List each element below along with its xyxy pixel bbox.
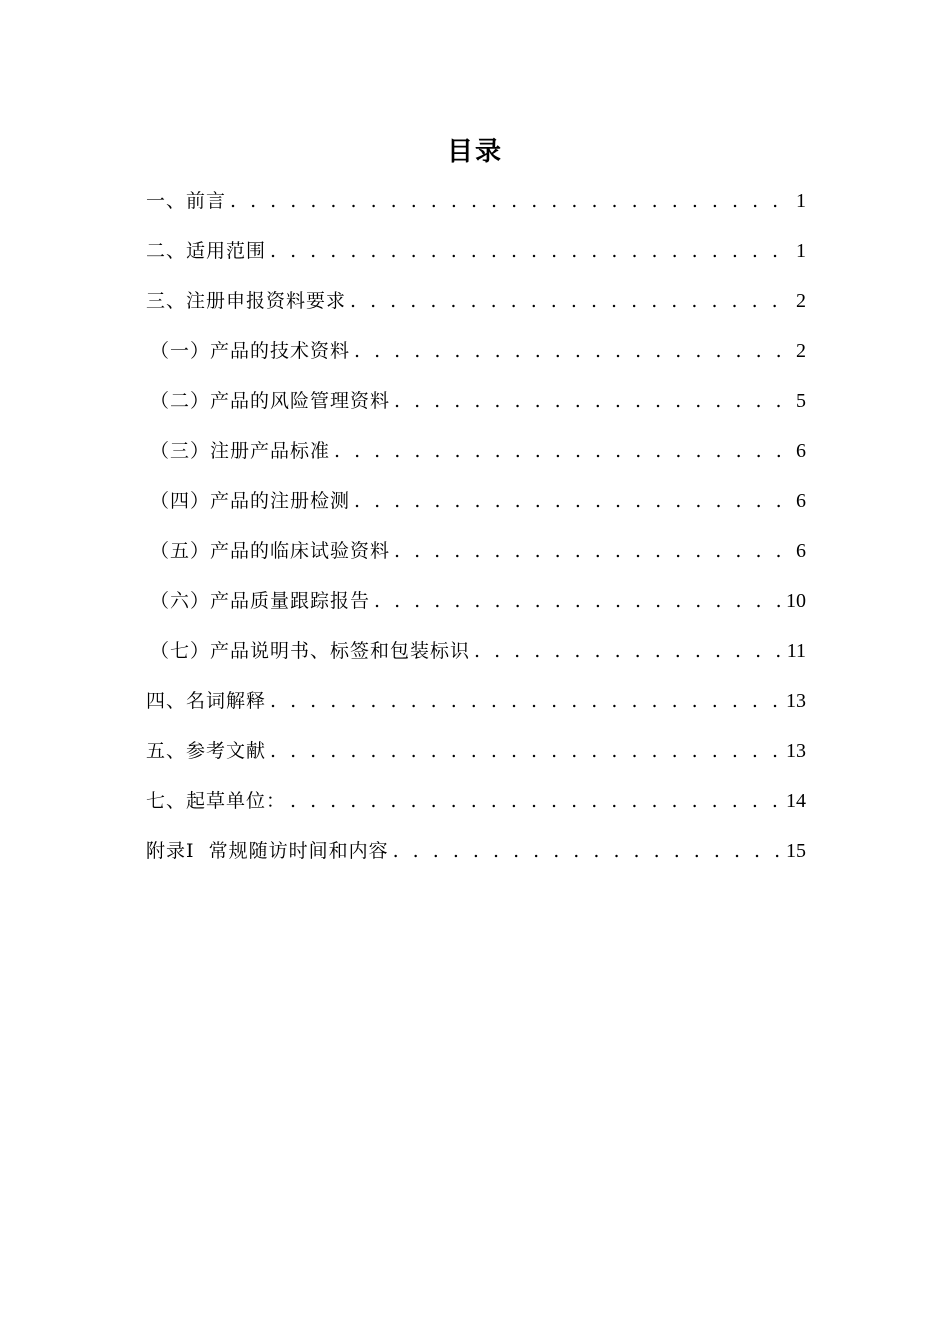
toc-page-number: 2 (796, 290, 806, 312)
toc-entry-glossary[interactable] (146, 681, 806, 731)
toc-entry-label: 二、适用范围 (146, 240, 267, 262)
toc-entry-label: （二）产品的风险管理资料 (150, 390, 391, 412)
toc-entry-appendix-1[interactable] (146, 831, 806, 881)
toc-entry-references[interactable] (146, 731, 806, 781)
page-title: 目录 (446, 137, 503, 167)
toc-dot-leader (230, 181, 792, 221)
toc-entry-label: （六）产品质量跟踪报告 (150, 590, 371, 612)
toc-page-number: 1 (796, 190, 806, 212)
toc-entry-drafting-units[interactable] (146, 781, 806, 831)
toc-entry-label: 三、注册申报资料要求 (146, 290, 347, 312)
toc-dot-leader (354, 481, 792, 521)
toc-entry-technical-data[interactable] (146, 331, 806, 381)
toc-entry-registration-testing[interactable] (146, 481, 806, 531)
toc-dot-leader (394, 531, 792, 571)
toc-page-number: 6 (796, 540, 806, 562)
toc-entry-preface[interactable] (146, 181, 806, 231)
toc-dot-leader (350, 281, 792, 321)
toc-entry-label: （一）产品的技术资料 (150, 340, 351, 362)
toc-dot-leader (334, 431, 792, 471)
toc-dot-leader (393, 831, 782, 871)
toc-dot-leader (270, 731, 782, 771)
toc-dot-leader (290, 781, 782, 821)
toc-entry-label: 附录Ⅰ 常规随访时间和内容 (146, 840, 389, 862)
toc-entry-label: 四、名词解释 (146, 690, 267, 712)
toc-page-number: 2 (796, 340, 806, 362)
table-of-contents (146, 181, 806, 881)
toc-page-number: 5 (796, 390, 806, 412)
toc-entry-label: 五、参考文献 (146, 740, 267, 762)
toc-entry-label: （七）产品说明书、标签和包装标识 (150, 640, 471, 662)
toc-entry-clinical-trial[interactable] (146, 531, 806, 581)
toc-dot-leader (270, 681, 782, 721)
toc-entry-label: （三）注册产品标准 (150, 440, 331, 462)
toc-entry-labeling[interactable] (146, 631, 806, 681)
toc-entry-label: （五）产品的临床试验资料 (150, 540, 391, 562)
toc-page-number: 6 (796, 490, 806, 512)
toc-entry-quality-tracking[interactable] (146, 581, 806, 631)
toc-dot-leader (374, 581, 782, 621)
toc-entry-label: 一、前言 (146, 190, 227, 212)
toc-entry-product-standard[interactable] (146, 431, 806, 481)
toc-dot-leader (474, 631, 783, 671)
toc-page-number: 14 (786, 790, 806, 812)
toc-dot-leader (394, 381, 792, 421)
toc-entry-label: 七、起草单位： (146, 790, 287, 812)
toc-page-number: 6 (796, 440, 806, 462)
toc-entry-risk-management[interactable] (146, 381, 806, 431)
toc-dot-leader (354, 331, 792, 371)
toc-entry-registration-requirements[interactable] (146, 281, 806, 331)
toc-dot-leader (270, 231, 792, 271)
toc-page-number: 13 (786, 690, 806, 712)
toc-entry-label: （四）产品的注册检测 (150, 490, 351, 512)
toc-entry-scope[interactable] (146, 231, 806, 281)
toc-page-number: 13 (786, 740, 806, 762)
toc-page-number: 11 (786, 640, 806, 662)
toc-page-number: 1 (796, 240, 806, 262)
toc-page-number: 10 (786, 590, 806, 612)
toc-page-number: 15 (786, 840, 806, 862)
